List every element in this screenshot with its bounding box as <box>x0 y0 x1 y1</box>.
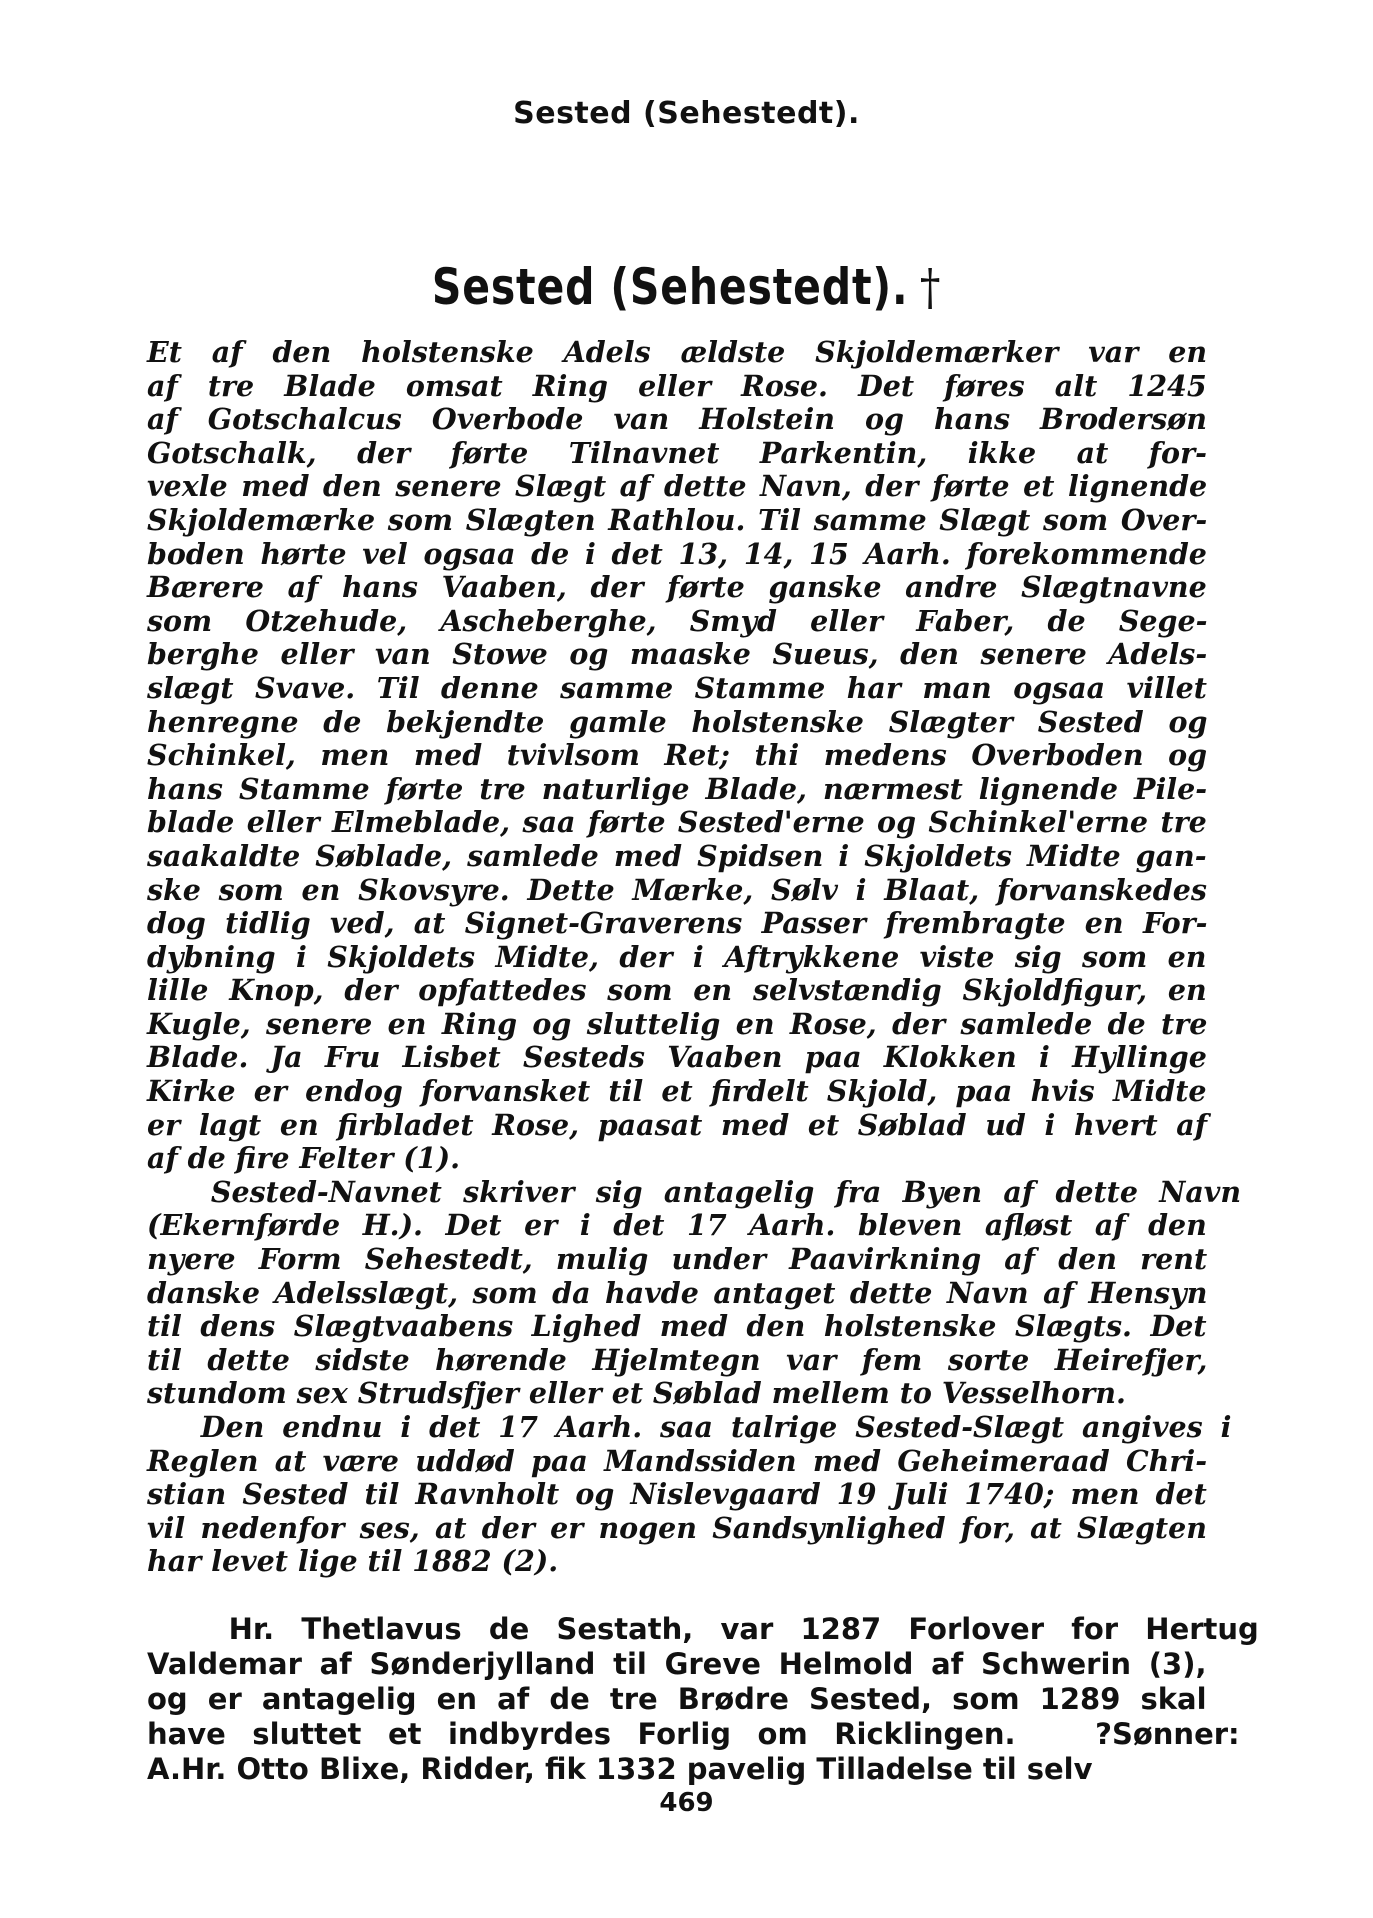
intro-line: stundom sex Strudsfjer eller et Søblad mellem to Vesselhorn. <box>147 1376 1126 1411</box>
entry-line: A.Hr. Otto Blixe, Ridder, fik 1332 pavelig Tilladelse til selv <box>147 1752 1093 1786</box>
intro-line: som Otzehude, Ascheberghe, Smyd eller Faber, de Sege- <box>147 603 1208 638</box>
intro-line: (Ekernførde H.). Det er i det 17 Aarh. bleven afløst af den <box>147 1208 1207 1243</box>
section-title <box>124 258 1250 316</box>
intro-line: har levet lige til 1882 (2). <box>147 1544 559 1579</box>
running-head: Sested (Sehestedt). <box>513 96 860 131</box>
intro-line: Reglen at være uddød paa Mandssiden med Geheimeraad Chri- <box>147 1443 1208 1478</box>
intro-line: Den endnu i det 17 Aarh. saa talrige Sested-Slægt angives i <box>147 1410 1232 1444</box>
intro-line: dybning i Skjoldets Midte, der i Aftrykkene viste sig som en <box>147 939 1207 974</box>
entry-line: have sluttet et indbyrdes Forlig om Ricklingen. ?Sønner: <box>147 1717 1240 1751</box>
intro-line: Gotschalk, der førte Tilnavnet Parkentin, ikke at for- <box>147 435 1207 470</box>
intro-line: Et af den holstenske Adels ældste Skjoldemærker var en <box>147 335 1208 369</box>
page-number: 469 <box>659 1788 714 1818</box>
intro-line: af tre Blade omsat Ring eller Rose. Det føres alt 1245 <box>147 368 1207 403</box>
section-title-text: Sested (Sehestedt). <box>431 258 909 316</box>
genealogy-entry <box>147 1612 1259 1787</box>
dagger-symbol: † <box>919 258 942 316</box>
intro-line: til dette sidste hørende Hjelmtegn var fem sorte Heirefjer, <box>147 1342 1208 1377</box>
entry-line: og er antagelig en af de tre Brødre Sested, som 1289 skal <box>147 1682 1207 1716</box>
intro-line: vil nedenfor ses, at der er nogen Sandsynlighed for, at Slægten <box>147 1510 1207 1545</box>
intro-line: Bærere af hans Vaaben, der førte ganske andre Slægtnavne <box>147 570 1207 605</box>
intro-line: Blade. Ja Fru Lisbet Sesteds Vaaben paa Klokken i Hyllinge <box>147 1040 1207 1075</box>
intro-line: saakaldte Søblade, samlede med Spidsen i Skjoldets Midte gan- <box>147 838 1207 873</box>
intro-line: vexle med den senere Slægt af dette Navn, der førte et lignende <box>147 469 1208 504</box>
intro-line: danske Adelsslægt, som da havde antaget dette Navn af Hensyn <box>147 1275 1208 1310</box>
intro-line: hans Stamme førte tre naturlige Blade, nærmest lignende Pile- <box>147 771 1208 806</box>
intro-line: berghe eller van Stowe og maaske Sueus, den senere Adels- <box>147 637 1208 672</box>
intro-line: dog tidlig ved, at Signet-Graverens Passer frembragte en For- <box>147 906 1208 941</box>
intro-line: blade eller Elmeblade, saa førte Sested'erne og Schinkel'erne tre <box>147 805 1207 840</box>
entry-line: Hr. Thetlavus de Sestath, var 1287 Forlover for Hertug <box>147 1612 1259 1646</box>
intro-line: Kugle, senere en Ring og sluttelig en Rose, der samlede de tre <box>147 1006 1208 1041</box>
intro-line: boden hørte vel ogsaa de i det 13, 14, 15 Aarh. forekommende <box>147 536 1207 571</box>
intro-line: Kirke er endog forvansket til et firdelt Skjold, paa hvis Midte <box>147 1074 1207 1109</box>
intro-line: af de fire Felter (1). <box>147 1141 461 1176</box>
intro-line: Schinkel, men med tvivlsom Ret; thi medens Overboden og <box>147 738 1208 773</box>
intro-line: Sested-Navnet skriver sig antagelig fra Byen af dette Navn <box>147 1174 1242 1209</box>
intro-line: Skjoldemærke som Slægten Rathlou. Til samme Slægt som Over- <box>147 502 1208 537</box>
entry-line: Valdemar af Sønderjylland til Greve Helmold af Schwerin (3), <box>147 1647 1207 1681</box>
intro-line: henregne de bekjendte gamle holstenske Slægter Sested og <box>147 704 1208 739</box>
intro-line: er lagt en firbladet Rose, paasat med et Søblad ud i hvert af <box>147 1107 1208 1142</box>
intro-line: nyere Form Sehestedt, mulig under Paavirkning af den rent <box>147 1242 1208 1277</box>
intro-line: slægt Svave. Til denne samme Stamme har man ogsaa villet <box>147 670 1207 705</box>
intro-line: til dens Slægtvaabens Lighed med den holstenske Slægts. Det <box>147 1309 1207 1344</box>
intro-line: lille Knop, der opfattedes som en selvstændig Skjoldfigur, en <box>147 973 1207 1008</box>
intro-line: ske som en Skovsyre. Dette Mærke, Sølv i Blaat, forvanskedes <box>147 872 1207 907</box>
intro-line: af Gotschalcus Overbode van Holstein og hans Brodersøn <box>147 402 1208 437</box>
intro-paragraph <box>147 335 1242 1579</box>
intro-line: stian Sested til Ravnholt og Nislevgaard 19 Juli 1740; men det <box>147 1477 1207 1512</box>
